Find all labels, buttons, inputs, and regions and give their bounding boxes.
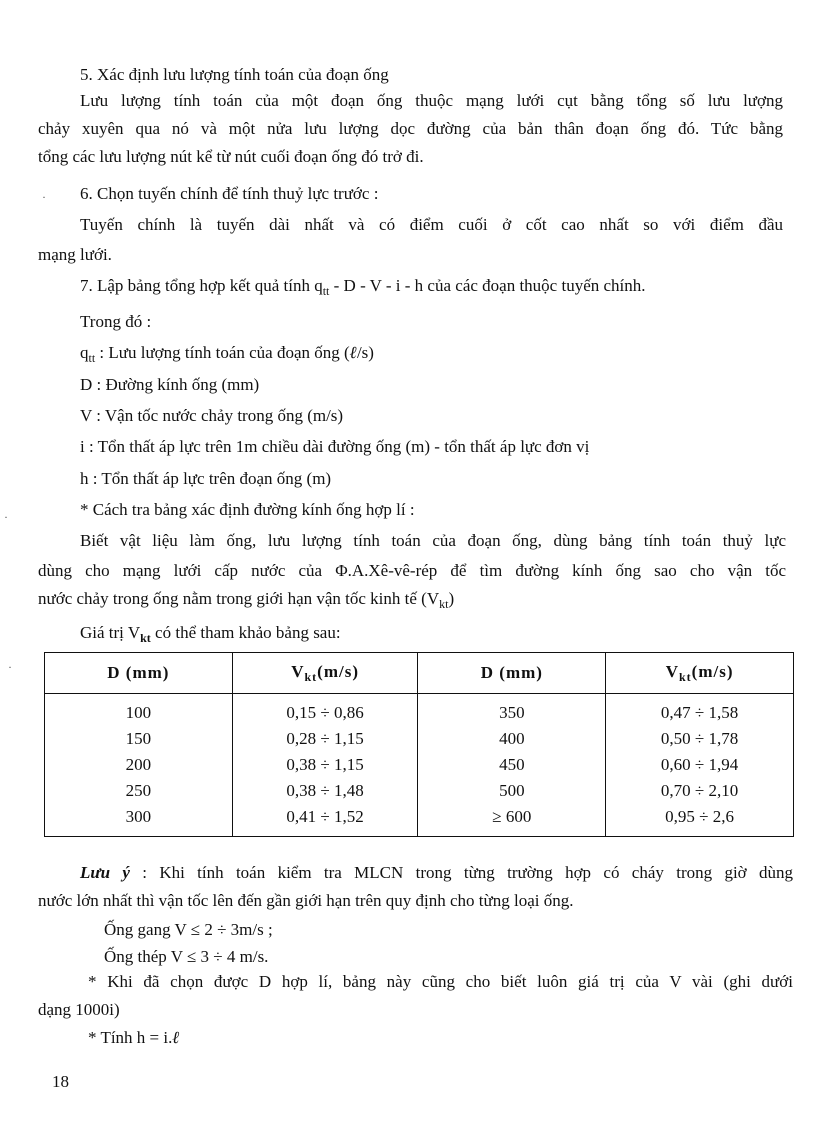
cell-diameter: 300 — [125, 807, 152, 826]
margin-dot: · — [42, 190, 46, 204]
cell-diameter: 200 — [125, 755, 152, 774]
section-6-para-line-1: Tuyến chính là tuyến dài nhất và có điểm cuối ở cốt cao nhất so với điểm đầu — [80, 215, 783, 234]
velocity-table — [44, 652, 794, 837]
definition-i: i : Tổn thất áp lực trên 1m chiều dài đường ống (m) - tổn thất áp lực đơn vị — [80, 437, 590, 456]
cell-velocity: 0,47 ÷ 1,58 — [606, 694, 794, 727]
cell-diameter: 250 — [125, 781, 152, 800]
cell-velocity: 0,41 ÷ 1,52 — [232, 804, 418, 837]
lookup-para-line-3: nước chảy trong ống nằm trong giới hạn vận tốc kinh tế $(V_{kt})$ — [38, 589, 455, 611]
cast-iron-limit: Ống gang V ≤ 2 ÷ 3m/s ; — [104, 920, 273, 939]
cell-velocity: 0,95 ÷ 2,6 — [606, 804, 794, 837]
cell-velocity: 0,38 ÷ 1,15 — [232, 752, 418, 778]
cell-velocity: 0,50 ÷ 1,78 — [606, 726, 794, 752]
note-label: Lưu ý — [80, 863, 130, 882]
lookup-para-line-2: dùng cho mạng lưới cấp nước của Φ.A.Xê-vê-rép để tìm đường kính ống sao cho vận tốc — [38, 561, 786, 580]
table-intro: Giá trị $V_{kt}$ có thể tham khảo bảng sau: — [80, 623, 341, 645]
cell-diameter: 350 — [418, 694, 606, 727]
table-row — [45, 778, 794, 804]
cell-diameter: 150 — [125, 729, 152, 748]
cell-velocity: 0,70 ÷ 2,10 — [606, 778, 794, 804]
cell-velocity: 0,15 ÷ 0,86 — [232, 694, 418, 727]
note-line-1: Lưu ý : Khi tính toán kiểm tra MLCN trong từng trường hợp có cháy trong giờ dùng — [80, 863, 793, 882]
section-5-para-line-3: tổng các lưu lượng nút kể từ nút cuối đoạn ống đó trở đi. — [38, 147, 424, 166]
definition-q: $q_{tt}$ : Lưu lượng tính toán của đoạn ống (ℓ/s) — [80, 343, 374, 365]
margin-dot: · — [4, 510, 8, 524]
header-velocity-1: $V_{kt}(m/s)$ — [232, 653, 418, 694]
section-6-para-line-2: mạng lưới. — [38, 245, 112, 264]
table-row — [45, 804, 794, 837]
table-header-row — [45, 653, 794, 694]
section-5-para-line-1: Lưu lượng tính toán của một đoạn ống thuộc mạng lưới cụt bằng tổng số lưu lượng — [80, 91, 783, 110]
cell-diameter: 100 — [125, 703, 152, 722]
definition-h: h : Tổn thất áp lực trên đoạn ống (m) — [80, 469, 332, 488]
table-row — [45, 726, 794, 752]
steel-limit: Ống thép V ≤ 3 ÷ 4 m/s. — [104, 947, 269, 966]
note-line-2: nước lớn nhất thì vận tốc lên đến gần giới hạn trên quy định cho từng loại ống. — [38, 891, 574, 910]
extra-line-2: dạng 1000i) — [38, 1000, 120, 1019]
cell-diameter: ≥ 600 — [418, 804, 606, 837]
cell-diameter: 450 — [418, 752, 606, 778]
header-diameter-1: D (mm) — [45, 653, 233, 694]
header-velocity-2: $V_{kt}(m/s)$ — [606, 653, 794, 694]
where-label: Trong đó : — [80, 312, 152, 331]
cell-velocity: 0,38 ÷ 1,48 — [232, 778, 418, 804]
section-7-heading: 7. Lập bảng tổng hợp kết quả tính $q_{tt}$ - D - V - i - h của các đoạn thuộc tuyến chính. — [80, 276, 646, 298]
lookup-para-line-1: Biết vật liệu làm ống, lưu lượng tính toán của đoạn ống, dùng bảng tính toán thuỷ lực — [80, 531, 786, 550]
section-6-heading: 6. Chọn tuyến chính để tính thuỷ lực trước : — [80, 184, 379, 203]
definition-V: V : Vận tốc nước chảy trong ống (m/s) — [80, 406, 344, 425]
h-formula: * Tính h = i.ℓ — [88, 1028, 180, 1048]
cell-velocity: 0,28 ÷ 1,15 — [232, 726, 418, 752]
definition-D: D : Đường kính ống (mm) — [80, 375, 260, 394]
margin-dot: · — [8, 660, 12, 674]
page-number: 18 — [52, 1072, 69, 1091]
lookup-title: * Cách tra bảng xác định đường kính ống hợp lí : — [80, 500, 415, 519]
extra-line-1: * Khi đã chọn được D hợp lí, bảng này cũng cho biết luôn giá trị của V vài (ghi dưới — [88, 972, 793, 991]
table-row — [45, 694, 794, 727]
cell-diameter: 400 — [418, 726, 606, 752]
section-5-heading: 5. Xác định lưu lượng tính toán của đoạn ống — [80, 65, 389, 84]
header-diameter-2: D (mm) — [418, 653, 606, 694]
cell-velocity: 0,60 ÷ 1,94 — [606, 752, 794, 778]
section-5-para-line-2: chảy xuyên qua nó và một nửa lưu lượng dọc đường của bản thân đoạn ống đó. Tức bằng — [38, 119, 783, 138]
table-row — [45, 752, 794, 778]
cell-diameter: 500 — [418, 778, 606, 804]
